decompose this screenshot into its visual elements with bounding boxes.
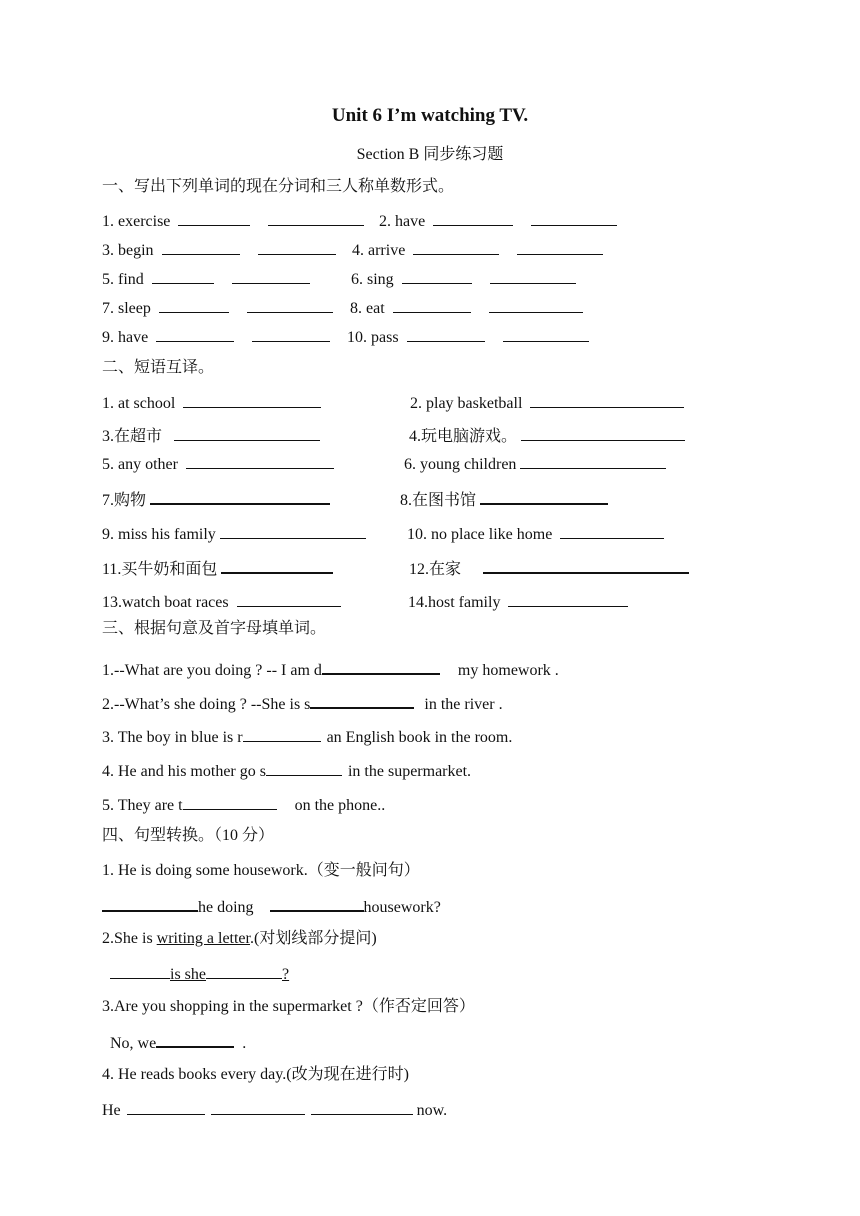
answer-blank[interactable] xyxy=(232,268,310,284)
item-label: 9. have xyxy=(102,329,149,346)
answer-blank[interactable] xyxy=(183,392,321,408)
answer-text: . xyxy=(242,1035,247,1052)
item-label: 7.购物 xyxy=(102,492,147,509)
answer-blank[interactable] xyxy=(252,326,330,342)
s3-question-4 xyxy=(102,760,471,782)
section-2-heading: 二、短语互译。 xyxy=(102,359,215,376)
s1-item-8 xyxy=(350,297,583,319)
s1-item-4 xyxy=(352,239,603,261)
s4-question-1: 1. He is doing some housework.（变一般问句） xyxy=(102,862,420,879)
answer-blank[interactable] xyxy=(150,488,330,505)
s1-item-2 xyxy=(379,210,617,232)
question-text: 3. The boy in blue is r xyxy=(102,729,243,746)
s2-item-10 xyxy=(407,523,664,545)
s2-item-2 xyxy=(410,392,684,414)
question-text: 4. He and his mother go s xyxy=(102,763,266,780)
s3-question-5 xyxy=(102,794,385,816)
answer-text: now. xyxy=(416,1102,448,1119)
s4-answer-2 xyxy=(110,963,289,985)
answer-blank[interactable] xyxy=(480,488,608,505)
item-label: 7. sleep xyxy=(102,300,151,317)
worksheet-subtitle: Section B 同步练习题 xyxy=(356,146,504,163)
answer-text: is she xyxy=(170,966,206,983)
answer-blank[interactable] xyxy=(407,326,485,342)
answer-blank[interactable] xyxy=(237,591,341,607)
s2-item-1 xyxy=(102,392,321,414)
answer-blank[interactable] xyxy=(247,297,333,313)
answer-blank[interactable] xyxy=(517,239,603,255)
item-label: 4.玩电脑游戏。 xyxy=(409,428,518,445)
question-text: 1.--What are you doing ? -- I am d xyxy=(102,662,322,679)
s2-item-5 xyxy=(102,453,334,475)
item-label: 4. arrive xyxy=(352,242,406,259)
s4-answer-1 xyxy=(102,895,441,918)
question-text: .(对划线部分提问) xyxy=(249,930,377,947)
answer-blank[interactable] xyxy=(243,726,321,742)
item-label: 9. miss his family xyxy=(102,526,216,543)
item-label: 12.在家 xyxy=(409,561,462,578)
s2-item-11 xyxy=(102,557,333,580)
answer-blank[interactable] xyxy=(174,425,320,441)
answer-blank[interactable] xyxy=(183,794,277,810)
item-label: 10. pass xyxy=(347,329,399,346)
s1-item-1 xyxy=(102,210,364,232)
s1-item-9 xyxy=(102,326,330,348)
s4-question-2 xyxy=(102,929,377,949)
s2-item-9 xyxy=(102,523,366,545)
answer-blank[interactable] xyxy=(402,268,472,284)
answer-blank[interactable] xyxy=(268,210,364,226)
answer-blank[interactable] xyxy=(221,557,333,574)
answer-text: He xyxy=(102,1102,121,1119)
section-4-heading: 四、句型转换。（10 分） xyxy=(102,827,275,844)
answer-blank[interactable] xyxy=(503,326,589,342)
s2-item-4 xyxy=(409,425,685,447)
answer-blank[interactable] xyxy=(266,760,342,776)
answer-blank[interactable] xyxy=(220,523,366,539)
s2-item-7 xyxy=(102,488,330,511)
answer-blank[interactable] xyxy=(413,239,499,255)
question-text: in the supermarket. xyxy=(347,763,472,780)
s4-answer-3 xyxy=(110,1031,246,1054)
s3-question-2 xyxy=(102,692,503,715)
section-1-heading: 一、写出下列单词的现在分词和三人称单数形式。 xyxy=(102,178,455,195)
answer-blank[interactable] xyxy=(530,392,684,408)
item-label: 1. exercise xyxy=(102,213,171,230)
answer-text: No, we xyxy=(110,1035,157,1052)
s4-question-3: 3.Are you shopping in the supermarket ?（作否定回答） xyxy=(102,998,475,1015)
item-label: 13.watch boat races xyxy=(102,594,229,611)
item-label: 10. no place like home xyxy=(407,526,553,543)
answer-blank[interactable] xyxy=(520,453,666,469)
s1-item-7 xyxy=(102,297,333,319)
question-text: on the phone.. xyxy=(294,797,386,814)
question-text: 5. They are t xyxy=(102,797,183,814)
s2-item-14 xyxy=(408,591,628,613)
answer-blank[interactable] xyxy=(258,239,336,255)
answer-text: ? xyxy=(282,966,290,983)
s2-item-8 xyxy=(400,488,608,511)
answer-blank[interactable] xyxy=(531,210,617,226)
item-label: 3. begin xyxy=(102,242,154,259)
answer-blank[interactable] xyxy=(270,895,364,912)
answer-text: housework? xyxy=(363,899,441,916)
question-text: an English book in the room. xyxy=(326,729,513,746)
s2-item-13 xyxy=(102,591,341,613)
s3-question-1 xyxy=(102,658,559,681)
answer-blank[interactable] xyxy=(508,591,628,607)
answer-blank[interactable] xyxy=(206,963,282,979)
answer-blank[interactable] xyxy=(178,210,250,226)
s1-item-6 xyxy=(351,268,576,290)
answer-blank[interactable] xyxy=(521,425,685,441)
answer-blank[interactable] xyxy=(110,963,170,979)
underlined-phrase: writing a letter xyxy=(156,930,250,947)
item-label: 3.在超市 xyxy=(102,428,163,445)
item-label: 8.在图书馆 xyxy=(400,492,477,509)
item-label: 11.买牛奶和面包 xyxy=(102,561,218,578)
answer-blank[interactable] xyxy=(156,1031,234,1048)
item-label: 2. play basketball xyxy=(410,395,523,412)
question-text: 2.--What’s she doing ? --She is s xyxy=(102,696,311,713)
s2-item-12 xyxy=(409,557,689,580)
answer-blank[interactable] xyxy=(490,268,576,284)
question-text: 2.She is xyxy=(102,930,157,947)
s1-item-10 xyxy=(347,326,589,348)
item-label: 6. sing xyxy=(351,271,394,288)
answer-blank[interactable] xyxy=(560,523,664,539)
s4-answer-4 xyxy=(102,1099,447,1121)
item-label: 2. have xyxy=(379,213,426,230)
s1-item-3 xyxy=(102,239,336,261)
item-label: 8. eat xyxy=(350,300,385,317)
answer-blank[interactable] xyxy=(186,453,334,469)
question-text: my homework . xyxy=(457,662,559,679)
answer-blank[interactable] xyxy=(102,895,198,912)
answer-blank[interactable] xyxy=(156,326,234,342)
item-label: 6. young children xyxy=(404,456,517,473)
worksheet-title: Unit 6 I’m watching TV. xyxy=(331,105,529,126)
s2-item-6 xyxy=(404,453,666,475)
answer-blank[interactable] xyxy=(433,210,513,226)
section-3-heading: 三、根据句意及首字母填单词。 xyxy=(102,620,327,637)
item-label: 5. any other xyxy=(102,456,178,473)
answer-blank[interactable] xyxy=(322,658,440,675)
s2-item-3 xyxy=(102,425,320,447)
answer-blank[interactable] xyxy=(310,692,414,709)
answer-blank[interactable] xyxy=(311,1099,413,1115)
answer-blank[interactable] xyxy=(152,268,214,284)
answer-blank[interactable] xyxy=(127,1099,205,1115)
answer-blank[interactable] xyxy=(159,297,229,313)
s4-question-4: 4. He reads books every day.(改为现在进行时) xyxy=(102,1066,409,1083)
answer-blank[interactable] xyxy=(483,557,689,574)
answer-blank[interactable] xyxy=(162,239,240,255)
answer-blank[interactable] xyxy=(393,297,471,313)
answer-blank[interactable] xyxy=(489,297,583,313)
s3-question-3 xyxy=(102,726,512,748)
answer-text: he doing xyxy=(198,899,254,916)
answer-blank[interactable] xyxy=(211,1099,305,1115)
item-label: 1. at school xyxy=(102,395,176,412)
item-label: 5. find xyxy=(102,271,144,288)
s1-item-5 xyxy=(102,268,310,290)
question-text: in the river . xyxy=(424,696,503,713)
item-label: 14.host family xyxy=(408,594,501,611)
